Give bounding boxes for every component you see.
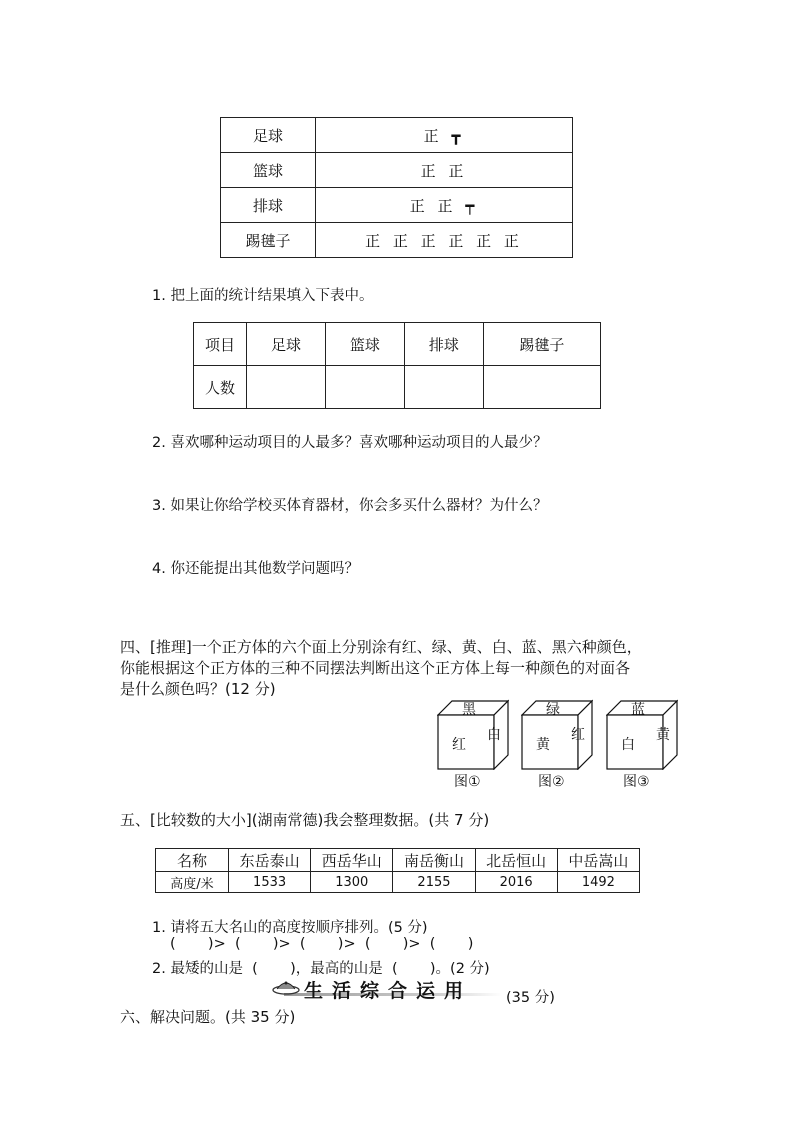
section-6-title: 六、解决问题。(共 35 分) (120, 1008, 296, 1026)
tally-marks: 正 ┳ (316, 118, 573, 153)
section-5-title: 五、[比较数的大小](湖南常德)我会整理数据。(共 7 分) (120, 811, 490, 829)
tally-name: 排球 (221, 188, 316, 223)
cube-figure-1 (437, 698, 509, 770)
table-row (221, 118, 573, 153)
cube-figure-3 (606, 698, 678, 770)
section-5-question-1: 1. 请将五大名山的高度按顺序排列。(5 分) (152, 920, 428, 936)
cube-front-color: 白 (621, 737, 635, 753)
question-4: 4. 你还能提出其他数学问题吗？ (152, 561, 359, 577)
section-5-question-2: 2. 最矮的山是 ( )，最高的山是 ( )。(2 分) (152, 961, 490, 977)
section-4-line: 四、[推理]一个正方体的六个面上分别涂有红、绿、黄、白、蓝、黑六种颜色， (120, 638, 642, 656)
height-cell: 1533 (229, 872, 311, 893)
header-cell: 篮球 (325, 323, 404, 366)
answer-cell-football[interactable] (247, 366, 326, 409)
height-cell: 1492 (557, 872, 639, 893)
header-cell: 名称 (156, 849, 229, 872)
cube-label-1: 图① (454, 774, 481, 790)
fill-in-table (193, 322, 601, 409)
question-1: 1. 把上面的统计结果填入下表中。 (152, 288, 374, 304)
mountain-table (155, 848, 640, 893)
tally-name: 篮球 (221, 153, 316, 188)
cube-figure-2 (521, 698, 593, 770)
row-label: 人数 (194, 366, 247, 409)
header-cell: 踢毽子 (483, 323, 600, 366)
cube-side-color: 红 (571, 727, 585, 743)
height-cell: 1300 (311, 872, 393, 893)
question-2: 2. 喜欢哪种运动项目的人最多？喜欢哪种运动项目的人最少？ (152, 435, 548, 451)
height-cell: 2016 (475, 872, 557, 893)
question-3: 3. 如果让你给学校买体育器材，你会多买什么器材？为什么？ (152, 498, 548, 514)
header-cell: 中岳嵩山 (557, 849, 639, 872)
banner-score: (35 分) (506, 990, 555, 1006)
cube-front-color: 红 (452, 737, 466, 753)
section-4-text (120, 637, 680, 700)
answer-cell-shuttlecock[interactable] (483, 366, 600, 409)
header-cell: 东岳泰山 (229, 849, 311, 872)
table-row (156, 872, 640, 893)
cube-top-color: 蓝 (631, 702, 645, 718)
cube-top-color: 黑 (462, 702, 476, 718)
tally-name: 踢毽子 (221, 223, 316, 258)
cube-label-3: 图③ (623, 774, 650, 790)
section-4-line: 你能根据这个正方体的三种不同摆法判断出这个正方体上每一种颜色的对面各 (120, 659, 631, 677)
header-cell: 南岳衡山 (393, 849, 475, 872)
tally-marks: 正 正 (316, 153, 573, 188)
table-row (221, 223, 573, 258)
table-row (156, 849, 640, 872)
header-cell: 排球 (404, 323, 483, 366)
header-cell: 北岳恒山 (475, 849, 557, 872)
table-row (221, 188, 573, 223)
answer-cell-volleyball[interactable] (404, 366, 483, 409)
ordering-blanks[interactable]: ( )> ( )> ( )> ( )> ( ) (170, 936, 474, 952)
cube-front-color: 黄 (536, 737, 550, 753)
answer-cell-basketball[interactable] (325, 366, 404, 409)
header-cell: 足球 (247, 323, 326, 366)
height-cell: 2155 (393, 872, 475, 893)
table-row (221, 153, 573, 188)
table-row (194, 323, 601, 366)
row-label: 高度/米 (156, 872, 229, 893)
tally-name: 足球 (221, 118, 316, 153)
tally-marks: 正 正 正 正 正 正 (316, 223, 573, 258)
tally-marks: 正 正 ┯ (316, 188, 573, 223)
banner-title: 生活综合运用 (304, 980, 473, 1002)
cube-side-color: 黄 (656, 727, 670, 743)
header-cell: 西岳华山 (311, 849, 393, 872)
tally-table (220, 117, 573, 258)
cube-side-color: 白 (487, 727, 501, 743)
section-banner (270, 975, 506, 1003)
header-cell: 项目 (194, 323, 247, 366)
section-4-line: 是什么颜色吗？(12 分) (120, 680, 276, 698)
cube-label-2: 图② (538, 774, 565, 790)
table-row (194, 366, 601, 409)
cube-top-color: 绿 (546, 702, 560, 718)
